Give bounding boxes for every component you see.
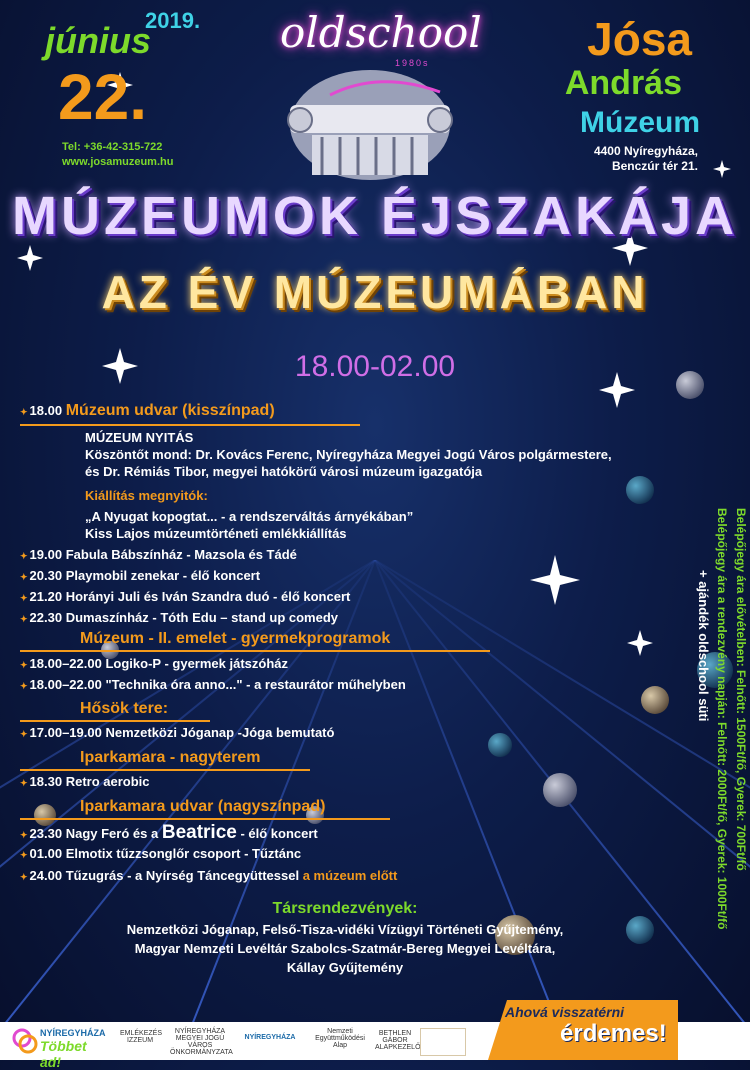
section-title: Múzeum - II. emelet - gyermekprogramok [80,630,391,647]
sphere [488,733,512,757]
program-section: ✦ 18.00 Múzeum udvar (kisszínpad) [20,402,275,419]
partner-logo: NYÍREGYHÁZA MEGYEI JOGÚ VÁROS ÖNKORMÁNYZATA [170,1028,233,1056]
divider [20,424,360,426]
partner-line: Nemzetközi Jóganap, Felső-Tisza-vidéki Vízügyi Történeti Gyűjtemény, [126,922,564,937]
partner-line: Kállay Gyűjtemény [286,960,404,975]
program-item: ✦ 23.30 Nagy Feró és a Beatrice - élő koncert [20,822,318,843]
bullet-star-icon: ✦ [20,407,28,417]
program-item: ✦ 17.00–19.00 Nemzetközi Jóganap -Jóga bemutató [20,725,335,740]
section-title: Iparkamara - nagyterem [80,749,261,766]
ticket-gift: + ajándék oldschool süti [696,570,711,722]
museum-address [594,144,698,174]
address-line: Benczúr tér 21. [611,159,698,173]
partner-logo: NYÍREGYHÁZA [244,1034,296,1041]
partner-line: Magyar Nemzeti Levéltár Szabolcs-Szatmár-Bereg Megyei Levéltára, [134,941,556,956]
sphere [641,686,669,714]
partner-logo [420,1028,466,1056]
contact-info [62,140,173,170]
bullet-star-icon: ✦ [20,614,28,624]
main-title: MÚZEUMOK ÉJSZAKÁJA [11,186,739,246]
ticket-price-onsite: Belépőjegy ára a rendezvény napján: Felnőtt: 2000Ft/fő, Gyerek: 1000Ft/fő [715,508,729,930]
section-title: Iparkamara udvar (nagyszínpad) [80,798,326,815]
star-icon [530,555,580,605]
program-line: „A Nyugat kopogtat... - a rendszerváltás árnyékában” [85,509,414,524]
slogan-line2: érdemes! [560,1020,667,1047]
program-item: ✦ 22.30 Dumaszínház - Tóth Edu – stand up comedy [20,610,339,625]
divider [20,818,390,820]
website-link[interactable]: www.josamuzeum.hu [62,156,174,168]
bullet-star-icon: ✦ [20,660,28,670]
star-icon [713,160,731,178]
event-day: 22. [58,61,147,133]
event-year: 2019. [145,8,201,33]
program-line: Kiss Lajos múzeumtörténeti emlékkiállítás [85,526,347,541]
divider [20,769,310,771]
program-item: ✦ 18.00–22.00 "Technika óra anno..." - a restaurátor műhelyben [20,677,406,692]
bullet-star-icon: ✦ [20,681,28,691]
column-icon [288,70,452,180]
event-month: június [45,20,151,61]
sphere [543,773,577,807]
ticket-info [672,500,750,1040]
sub-title: AZ ÉV MÚZEUMÁBAN [101,266,649,318]
program-item: ✦ 18.30 Retro aerobic [20,774,150,789]
bullet-star-icon: ✦ [20,872,28,882]
program-item: ✦ 18.00–22.00 Logiko-P - gyermek játszóház [20,656,288,671]
program-line: Köszöntőt mond: Dr. Kovács Ferenc, Nyíregyháza Megyei Jogú Város polgármestere, [85,447,612,462]
program-item: ✦ 19.00 Fabula Bábszínház - Mazsola és Tádé [20,547,297,562]
oldschool-year: 1980s [395,58,430,68]
phone-number: Tel: +36-42-315-722 [62,141,163,153]
address-line: 4400 Nyíregyháza, [593,144,698,158]
program-line: MÚZEUM NYITÁS [85,430,194,445]
program-item: ✦ 01.00 Elmotix tűzzsonglőr csoport - Tűztánc [20,846,302,861]
bullet-star-icon: ✦ [20,572,28,582]
museum-name-3: Múzeum [580,106,700,139]
partner-logo: Nemzeti Együttműködési Alap [315,1028,365,1049]
city-slogan: Többet ad! [40,1038,87,1070]
sphere [626,476,654,504]
highlight-band: Beatrice [161,822,237,843]
program-item: ✦ 21.20 Horányi Juli és Iván Szandra duó - élő koncert [20,589,351,604]
oldschool-logo: oldschool [280,8,482,57]
bullet-star-icon: ✦ [20,850,28,860]
partners-list [0,920,690,977]
partner-logo: BETHLEN GÁBOR ALAPKEZELŐ [375,1030,421,1051]
partners-title: Társrendezvények: [272,900,418,917]
bullet-star-icon: ✦ [20,830,28,840]
divider [20,650,490,652]
section-title: Múzeum udvar (kisszínpad) [65,402,275,419]
city-logo-icon [12,1026,38,1056]
partner-logo: EMLÉKEZÉS IZZEUM [120,1030,163,1044]
program-line: és Dr. Rémiás Tibor, megyei hatókörű városi múzeum igazgatója [85,464,483,479]
divider [20,720,210,722]
exhibit-heading: Kiállítás megnyitók: [85,488,208,503]
program-item: ✦ 20.30 Playmobil zenekar - élő koncert [20,568,261,583]
city-name: NYÍREGYHÁZA [40,1028,106,1038]
bullet-star-icon: ✦ [20,593,28,603]
bullet-star-icon: ✦ [20,778,28,788]
ticket-price-presale: Belépőjegy ára elővételben: Felnőtt: 1500Ft/fő, Gyerek: 700Ft/fő [734,508,748,871]
star-icon [627,630,653,656]
event-time-range: 18.00-02.00 [294,350,456,383]
museum-name-1: Jósa [587,13,692,65]
city-logo [12,1026,106,1070]
bullet-star-icon: ✦ [20,551,28,561]
museum-name-2: András [564,64,682,102]
section-title: Hősök tere: [80,700,169,717]
program-item: ✦ 24.00 Tűzugrás - a Nyírség Táncegyüttessel a múzeum előtt [20,868,398,883]
slogan-line1: Ahová visszatérni [505,1004,625,1020]
bullet-star-icon: ✦ [20,729,28,739]
